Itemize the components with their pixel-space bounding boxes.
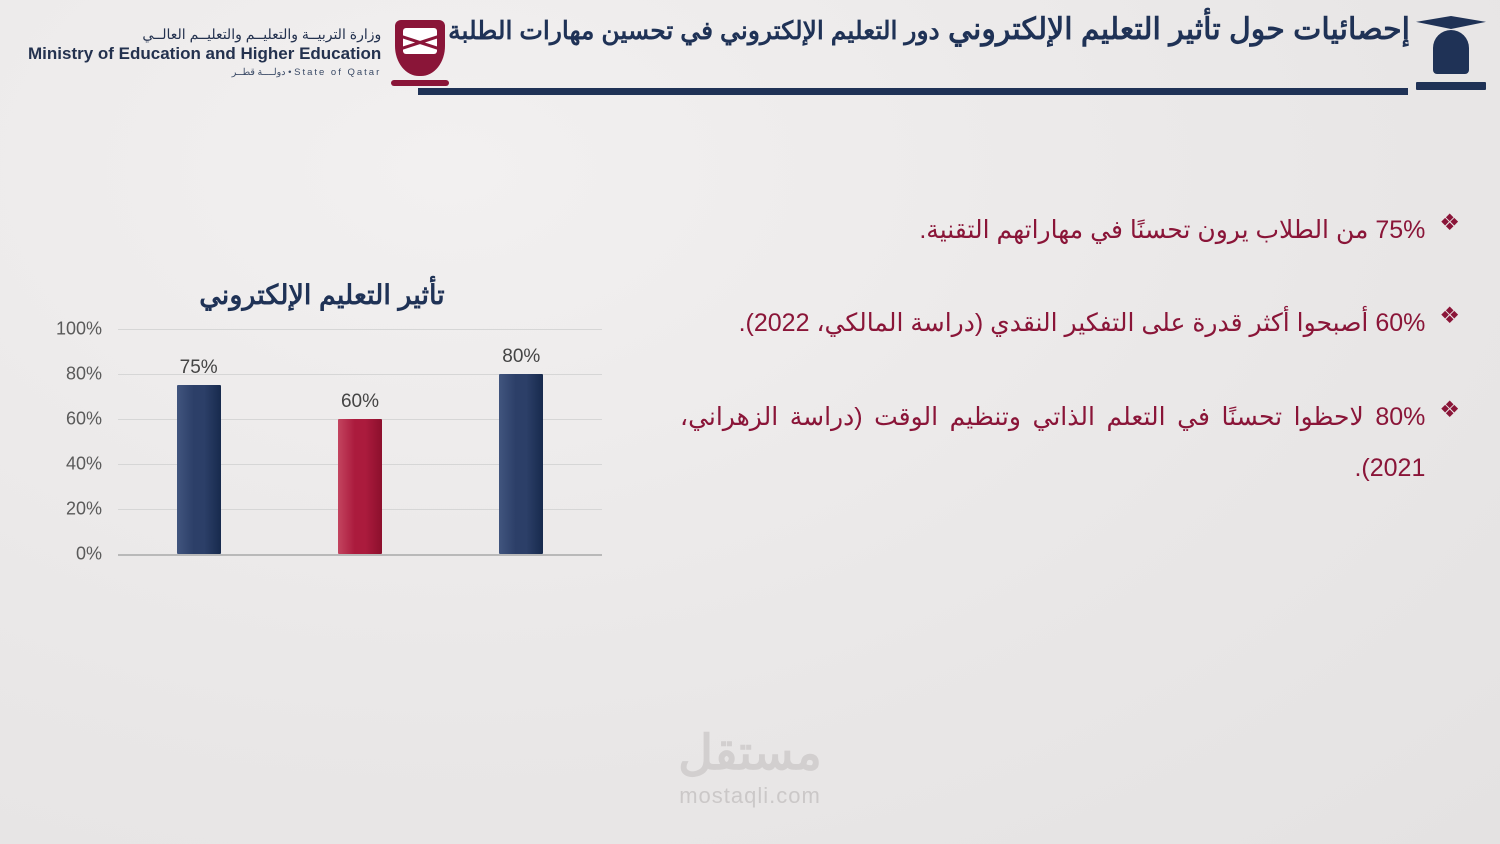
watermark-arabic: مستقل: [678, 727, 822, 780]
bar-series: [118, 329, 602, 554]
ministry-name-english: Ministry of Education and Higher Education: [28, 44, 382, 63]
list-item: [680, 392, 1460, 495]
ministry-logo: [28, 18, 449, 86]
page-title: [410, 8, 1410, 52]
page-title-sub: دور التعليم الإلكتروني في تحسين مهارات الطلبة: [448, 17, 940, 45]
plot-area: [118, 329, 602, 556]
watermark-english: mostaqli.com: [679, 783, 821, 808]
bar-value-label: 75%: [179, 357, 218, 379]
header-divider: [418, 88, 1408, 95]
ministry-name-arabic: وزارة التربيــة والتعليــم والتعليــم العالــي: [142, 26, 382, 42]
bar-slot: [118, 329, 279, 554]
y-axis-tick-label: 0%: [75, 543, 102, 564]
y-axis-tick-label: 100%: [55, 318, 102, 339]
bullet-diamond-icon: ❖: [1439, 209, 1460, 235]
statistics-list: [680, 205, 1460, 536]
list-item-text: 75% من الطلاب يرون تحسنًا في مهاراتهم التقنية.: [919, 216, 1426, 244]
graduation-cap-icon: [1416, 16, 1486, 90]
qatar-crest-icon: [391, 18, 449, 86]
bullet-diamond-icon: ❖: [1439, 395, 1460, 422]
list-item-text: 80% لاحظوا تحسنًا في التعلم الذاتي وتنظيم الوقت (دراسة الزهراني، 2021).: [680, 402, 1426, 482]
list-item-text: 60% أصبحوا أكثر قدرة على التفكير النقدي (دراسة المالكي، 2022).: [738, 309, 1426, 338]
list-item: [680, 205, 1460, 256]
bar: [499, 346, 543, 554]
slide-header: [0, 0, 1500, 104]
bar-chart: [52, 318, 612, 569]
chart-panel: [22, 280, 622, 620]
y-axis-tick-label: 20%: [65, 498, 102, 519]
bar-value-label: 60%: [340, 391, 379, 412]
bar: [177, 357, 221, 554]
bullet-diamond-icon: ❖: [1439, 302, 1460, 329]
bar-value-label: 80%: [502, 346, 541, 367]
bar: [338, 391, 382, 554]
y-axis-tick-label: 40%: [65, 453, 102, 474]
watermark: [678, 725, 822, 809]
y-axis-tick-label: 60%: [65, 408, 102, 429]
y-axis: [52, 318, 110, 564]
list-item: [680, 298, 1460, 349]
bar-slot: [441, 329, 602, 554]
chart-title: تأثير التعليم الإلكتروني: [199, 280, 445, 310]
page-title-main: إحصائيات حول تأثير التعليم الإلكتروني: [948, 13, 1410, 46]
y-axis-tick-label: 80%: [65, 363, 102, 384]
ministry-state-label: دولــــة قطــر • State of Qatar: [231, 67, 382, 78]
bar-slot: [279, 329, 440, 554]
